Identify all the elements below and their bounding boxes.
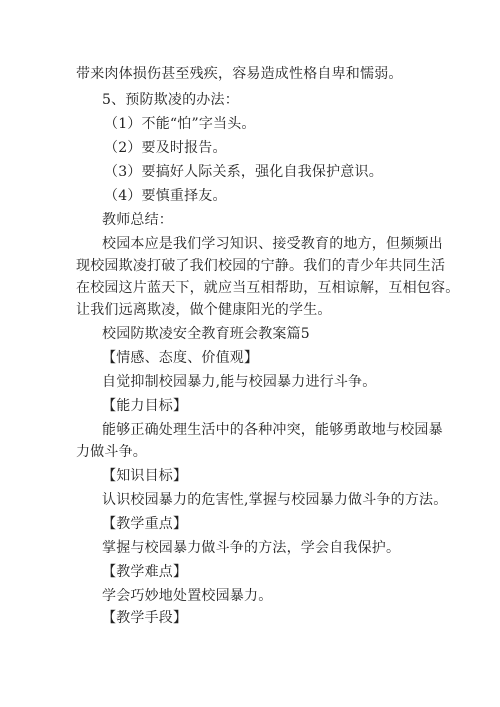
text-line: 现校园欺凌打破了我们校园的宁静。我们的青少年共同生活 (76, 258, 446, 274)
bracket-heading: 【知识目标】 (102, 468, 188, 484)
text-line: 带来肉体损伤甚至残疾，容易造成性格自卑和懦弱。 (76, 66, 403, 82)
list-item: （4）要慎重择友。 (104, 188, 227, 204)
text-line: 力做斗争。 (76, 444, 147, 460)
text-line: 让我们远离欺凌，做个健康阳光的学生。 (76, 302, 332, 318)
list-item: （1）不能“怕”字当头。 (104, 116, 256, 132)
text-line: 掌握与校园暴力做斗争的方法，学会自我保护。 (102, 540, 401, 556)
bracket-heading: 【教学重点】 (102, 516, 188, 532)
text-line: 在校园这片蓝天下，就应当互相帮助，互相谅解，互相包容。 (76, 280, 460, 296)
text-line: 认识校园暴力的危害性,掌握与校园暴力做斗争的方法。 (102, 492, 448, 508)
list-item: （3）要搞好人际关系，强化自我保护意识。 (104, 164, 383, 180)
text-line: 自觉抑制校园暴力,能与校园暴力进行斗争。 (102, 374, 377, 390)
section-heading: 5、预防欺凌的办法： (102, 92, 239, 108)
bracket-heading: 【能力目标】 (102, 398, 188, 414)
text-line: 学会巧妙地处置校园暴力。 (102, 588, 273, 604)
bracket-heading: 【教学难点】 (102, 564, 188, 580)
bracket-heading: 【情感、态度、价值观】 (102, 350, 259, 366)
list-item: （2）要及时报告。 (104, 140, 227, 156)
section-title: 校园防欺凌安全教育班会教案篇5 (102, 326, 310, 342)
text-line: 校园本应是我们学习知识、接受教育的地方，但频频出 (102, 236, 443, 252)
bracket-heading: 【教学手段】 (102, 610, 188, 626)
section-heading: 教师总结： (102, 212, 173, 228)
text-line: 能够正确处理生活中的各种冲突，能够勇敢地与校园暴 (102, 422, 443, 438)
